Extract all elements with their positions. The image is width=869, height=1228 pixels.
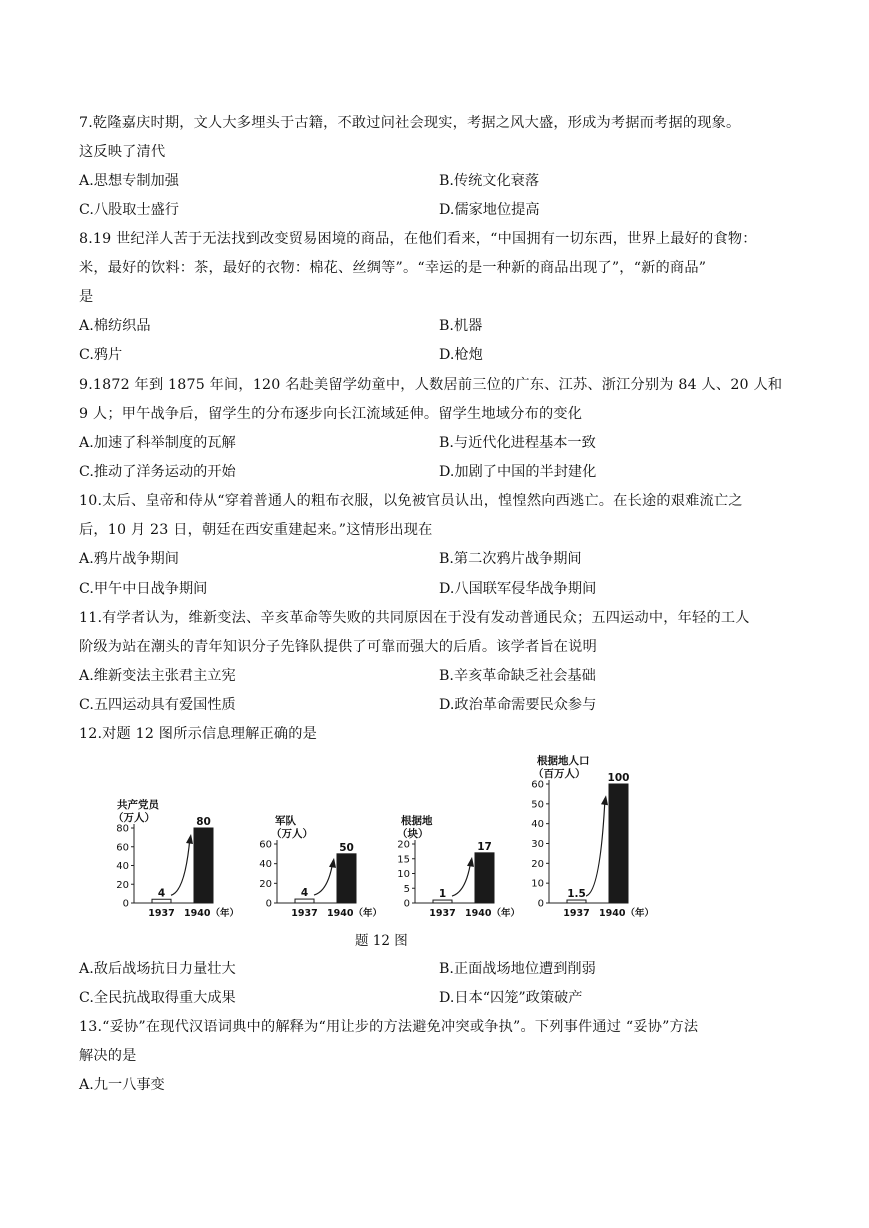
bar (194, 828, 213, 903)
growth-arrow-head (329, 858, 336, 868)
tick-label: 60 (259, 839, 272, 851)
q9-option-c: C.推动了洋务运动的开始 (79, 464, 236, 480)
bar (337, 854, 356, 903)
q11-stem-line1: 11.有学者认为，维新变法、辛亥革命等失败的共同原因在于没有发动普通民众；五四运动中，年轻的工人 (79, 610, 750, 626)
growth-arrow (171, 837, 190, 895)
q11-stem-line2: 阶级为站在潮头的青年知识分子先锋队提供了可靠而强大的后盾。该学者旨在说明 (79, 639, 597, 655)
bar (609, 784, 628, 903)
bar (295, 899, 314, 903)
q8-stem-line3: 是 (79, 289, 94, 305)
q10-option-d: D.八国联军侵华战争期间 (439, 581, 597, 597)
tick-label: 10 (397, 869, 410, 880)
data-label: 17 (477, 840, 492, 853)
tick-label: 40 (116, 861, 129, 872)
q9-stem-line1: 9.1872 年到 1875 年间，120 名赴美留学幼童中，人数居前三位的广东、江苏、浙江分别为 84 人、20 人和 (79, 377, 783, 393)
q12-stem-line1: 12.对题 12 图所示信息理解正确的是 (79, 726, 318, 742)
category-label: 1937 (291, 908, 318, 919)
tick-label: 30 (531, 839, 544, 850)
tick-label: 0 (122, 898, 129, 910)
tick-label: 40 (259, 859, 272, 871)
q11-option-c: C.五四运动具有爱国性质 (79, 697, 236, 713)
q8-option-d: D.枪炮 (439, 347, 483, 363)
q12-figure-caption: 题 12 图 (355, 933, 408, 949)
tick-label: 15 (397, 854, 410, 866)
tick-label: 20 (531, 858, 544, 870)
q8-option-b: B.机器 (439, 318, 483, 334)
growth-arrow-head (601, 795, 608, 805)
q10-option-b: B.第二次鸦片战争期间 (439, 551, 582, 567)
tick-label: 0 (537, 898, 544, 910)
tick-label: 60 (116, 842, 129, 854)
q12-option-c: C.全民抗战取得重大成果 (79, 990, 236, 1006)
q7-option-b: B.传统文化衰落 (439, 173, 540, 189)
category-label: 1940（年） (184, 908, 239, 919)
y-axis-label: 根据地 (401, 815, 433, 827)
y-axis-label: 共产党员 (117, 799, 159, 811)
chart-party-members (112, 799, 257, 923)
chart-army (255, 808, 400, 923)
q13-option-a: A.九一八事变 (79, 1077, 165, 1093)
y-axis-label: 根据地人口 (537, 755, 590, 767)
q8-option-a: A.棉纺织品 (79, 318, 151, 334)
q7-option-d: D.儒家地位提高 (439, 202, 540, 218)
bar (433, 900, 452, 903)
y-axis-label: 军队 (275, 815, 296, 827)
category-label: 1937 (429, 908, 456, 919)
y-axis-unit: （万人） (113, 812, 155, 824)
growth-arrow (586, 798, 605, 896)
data-label: 4 (157, 887, 166, 900)
q10-stem-line2: 后，10 月 23 日，朝廷在西安重建起来。”这情形出现在 (79, 522, 433, 538)
y-axis-unit: （块） (397, 828, 429, 840)
q13-stem-line2: 解决的是 (79, 1048, 137, 1064)
category-label: 1940（年） (599, 908, 654, 919)
q11-option-b: B.辛亥革命缺乏社会基础 (439, 668, 596, 684)
q8-stem-line2: 米，最好的饮料：茶，最好的衣物：棉花、丝绸等”。“幸运的是一种新的商品出现了”，“新的商品” (79, 260, 707, 276)
q10-stem-line1: 10.太后、皇帝和侍从“穿着普通人的粗布衣服，以免被官员认出，惶惶然向西逃亡。在长途的艰难流亡之 (79, 493, 743, 509)
category-label: 1937 (148, 908, 175, 919)
tick-label: 20 (397, 839, 410, 851)
growth-arrow-head (186, 834, 193, 844)
growth-arrow-head (467, 857, 474, 867)
q9-stem-line2: 9 人；甲午战争后，留学生的分布逐步向长江流域延伸。留学生地域分布的变化 (79, 406, 583, 422)
q7-stem-line2: 这反映了清代 (79, 144, 166, 160)
q7-option-c: C.八股取士盛行 (79, 202, 179, 218)
q9-option-d: D.加剧了中国的半封建化 (439, 464, 597, 480)
q9-option-b: B.与近代化进程基本一致 (439, 435, 596, 451)
q12-option-b: B.正面战场地位遭到削弱 (439, 961, 596, 977)
bar (475, 853, 494, 903)
q7-stem-line1: 7.乾隆嘉庆时期，文人大多埋头于古籍，不敢过问社会现实，考据之风大盛，形成为考据而考据的现象。 (79, 115, 741, 131)
q8-option-c: C.鸦片 (79, 347, 123, 363)
data-label: 4 (300, 887, 309, 900)
tick-label: 60 (531, 779, 544, 791)
tick-label: 20 (116, 879, 129, 891)
q12-option-d: D.日本“囚笼”政策破产 (439, 990, 583, 1006)
y-axis-unit: （百万人） (533, 768, 586, 780)
data-label: 100 (607, 772, 630, 784)
category-label: 1940（年） (465, 908, 520, 919)
bar (152, 899, 171, 903)
q10-option-a: A.鸦片战争期间 (79, 551, 179, 567)
tick-label: 5 (403, 883, 410, 895)
q7-option-a: A.思想专制加强 (79, 173, 179, 189)
q13-stem-line1: 13.“妥协”在现代汉语词典中的解释为“用让步的方法避免冲突或争执”。下列事件通过 “妥协”方法 (79, 1019, 699, 1035)
data-label: 50 (339, 841, 354, 854)
tick-label: 80 (116, 823, 129, 835)
data-label: 1.5 (567, 888, 586, 901)
tick-label: 0 (265, 898, 272, 910)
q12-option-a: A.敌后战场抗日力量壮大 (79, 961, 236, 977)
category-label: 1940（年） (327, 908, 382, 919)
tick-label: 40 (531, 819, 544, 831)
data-label: 80 (196, 816, 211, 828)
q9-option-a: A.加速了科举制度的瓦解 (79, 435, 236, 451)
q11-option-a: A.维新变法主张君主立宪 (79, 668, 236, 684)
tick-label: 10 (531, 878, 544, 890)
tick-label: 50 (531, 799, 544, 811)
tick-label: 20 (259, 878, 272, 890)
chart-base-areas (393, 800, 538, 923)
chart-base-population (527, 752, 672, 923)
q10-option-c: C.甲午中日战争期间 (79, 581, 208, 597)
category-label: 1937 (563, 908, 590, 919)
y-axis-unit: （万人） (271, 828, 313, 840)
data-label: 1 (438, 888, 447, 901)
q8-stem-line1: 8.19 世纪洋人苦于无法找到改变贸易困境的商品，在他们看来，“中国拥有一切东西，世界上最好的食物： (79, 231, 757, 247)
bar (567, 900, 586, 903)
q11-option-d: D.政治革命需要民众参与 (439, 697, 597, 713)
tick-label: 0 (403, 898, 410, 910)
